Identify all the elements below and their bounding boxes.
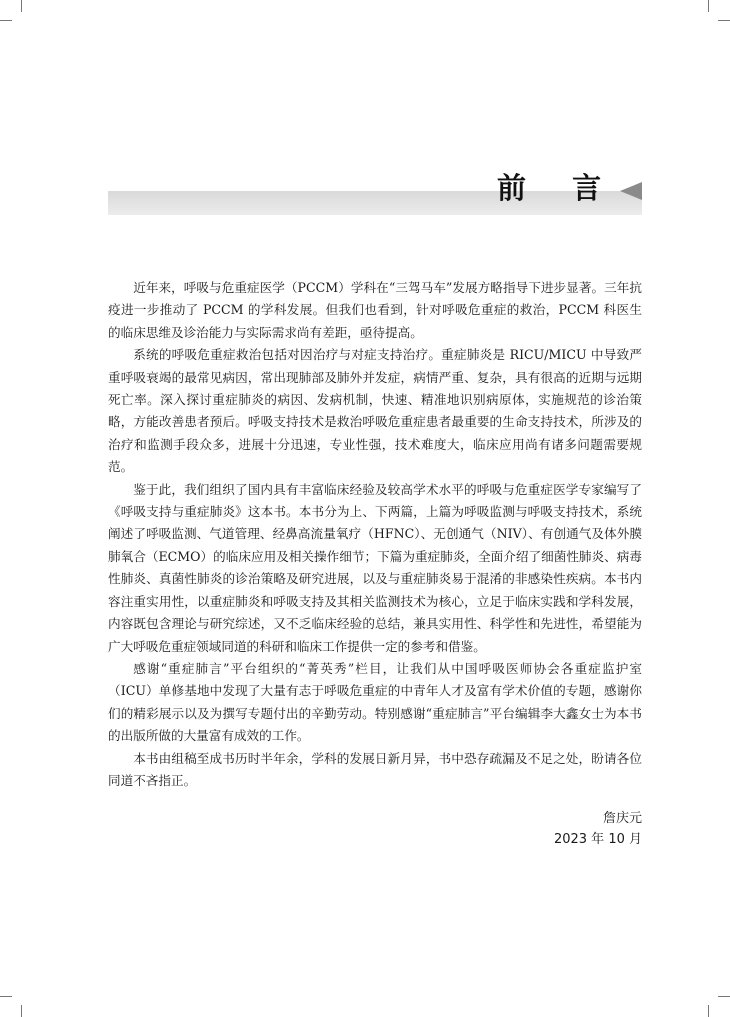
triangle-left-icon	[620, 182, 642, 200]
preface-body	[108, 277, 642, 792]
paragraph: 鉴于此，我们组织了国内具有丰富临床经验及较高学术水平的呼吸与危重症医学专家编写了《呼吸支持与重症肺炎》这本书。本书分为上、下两篇，上篇为呼吸监测与呼吸支持技术，系统阐述了呼吸监测、气道管理、经鼻高流量氧疗（HFNC）、无创通气（NIV）、有创通气及体外膜肺氧合（ECMO）的临床应用及相关操作细节；下篇为重症肺炎，全面介绍了细菌性肺炎、病毒性肺炎、真菌性肺炎的诊治策略及研究进展，以及与重症肺炎易于混淆的非感染性疾病。本书内容注重实用性，以重症肺炎和呼吸支持及其相关监测技术为核心，立足于临床实践和学科发展，内容既包含理论与研究综述，又不乏临床经验的总结，兼具实用性、科学性和先进性，希望能为广大呼吸危重症领域同道的科研和临床工作提供一定的参考和借鉴。	[108, 481, 642, 654]
signature-author: 詹庆元	[602, 811, 642, 826]
paragraph: 近年来，呼吸与危重症医学（PCCM）学科在“三驾马车”发展方略指导下进步显著。三年抗疫进一步推动了 PCCM 的学科发展。但我们也看到，针对呼吸危重症的救治，PCCM 科医生的临床思维及诊治能力与实际需求尚有差距，亟待提高。	[108, 280, 642, 340]
page-title: 前 言	[497, 171, 620, 205]
crop-mark-top-right	[708, 0, 709, 12]
paragraph: 感谢“重症肺言”平台组织的“菁英秀”栏目，让我们从中国呼吸医师协会各重症监护室（ICU）单修基地中发现了大量有志于呼吸危重症的中青年人才及富有学术价值的专题，感谢你们的精彩展示以及为撰写专题付出的辛勤劳动。特别感谢“重症肺言”平台编辑李大鑫女士为本书的出版所做的大量富有成效的工作。	[108, 660, 642, 744]
crop-mark-bottom-right-h	[718, 996, 730, 997]
crop-mark-bottom-right	[708, 1005, 709, 1017]
paragraph: 系统的呼吸危重症救治包括对因治疗与对症支持治疗。重症肺炎是 RICU/MICU 中导致严重呼吸衰竭的最常见病因，常出现肺部及肺外并发症，病情严重、复杂，具有很高的近期与远期死亡率。深入探讨重症肺炎的病因、发病机制，快速、精准地识别病原体，实施规范的诊治策略，方能改善患者预后。呼吸支持技术是救治呼吸危重症患者最重要的生命支持技术，所涉及的治疗和监测手段众多，进展十分迅速，专业性强，技术难度大，临床应用尚有诸多问题需要规范。	[108, 347, 642, 475]
crop-mark-bottom-left	[21, 1005, 22, 1017]
crop-mark-top-right-h	[718, 20, 730, 21]
crop-mark-top-left-h	[0, 20, 12, 21]
crop-mark-bottom-left-h	[0, 996, 12, 997]
crop-mark-top-left	[21, 0, 22, 12]
signature-date: 2023 年 10 月	[553, 832, 642, 847]
paragraph: 本书由组稿至成书历时半年余，学科的发展日新月异，书中恐存疏漏及不足之处，盼请各位同道不吝指正。	[108, 750, 642, 788]
